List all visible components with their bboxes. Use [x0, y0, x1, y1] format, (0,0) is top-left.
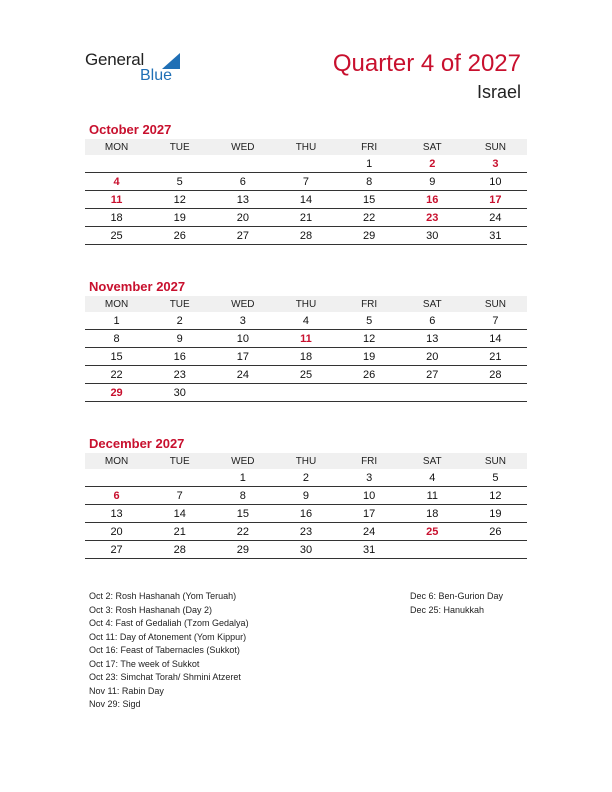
holiday-note: Oct 23: Simchat Torah/ Shmini Atzeret	[89, 672, 241, 682]
day-cell: 1	[338, 155, 401, 173]
weekday-header: FRI	[338, 139, 401, 155]
day-cell: 9	[274, 487, 337, 505]
day-cell: 4	[274, 312, 337, 330]
day-cell: 28	[464, 366, 527, 384]
holiday-notes-left	[89, 590, 249, 712]
day-cell: 25	[85, 227, 148, 245]
week-row	[85, 366, 527, 384]
empty-cell	[211, 384, 274, 402]
week-row	[85, 312, 527, 330]
holiday-note: Oct 17: The week of Sukkot	[89, 658, 200, 669]
day-cell: 21	[464, 348, 527, 366]
day-cell: 6	[401, 312, 464, 330]
logo	[85, 50, 195, 90]
day-cell: 9	[401, 173, 464, 191]
empty-cell	[464, 384, 527, 402]
day-cell: 4	[85, 173, 148, 191]
day-cell: 29	[338, 227, 401, 245]
weekday-header: THU	[274, 296, 337, 312]
day-cell: 30	[148, 384, 211, 402]
weekday-header: SAT	[401, 139, 464, 155]
day-cell: 25	[274, 366, 337, 384]
day-cell: 26	[464, 523, 527, 541]
day-cell: 27	[85, 541, 148, 559]
day-cell: 5	[148, 173, 211, 191]
day-cell: 8	[338, 173, 401, 191]
day-cell: 11	[401, 487, 464, 505]
weekday-header: THU	[274, 453, 337, 469]
holiday-note: Oct 3: Rosh Hashanah (Day 2)	[89, 604, 213, 615]
empty-cell	[338, 384, 401, 402]
day-cell: 18	[85, 209, 148, 227]
month-block	[85, 435, 527, 559]
day-cell: 1	[85, 312, 148, 330]
day-cell: 8	[85, 330, 148, 348]
day-cell: 2	[274, 469, 337, 487]
day-cell: 13	[85, 505, 148, 523]
day-cell: 24	[211, 366, 274, 384]
day-cell: 23	[274, 523, 337, 541]
holiday-note: Nov 11: Rabin Day	[89, 685, 164, 696]
day-cell: 27	[401, 366, 464, 384]
empty-cell	[211, 155, 274, 173]
day-cell: 5	[464, 469, 527, 487]
week-row	[85, 191, 527, 209]
day-cell: 15	[211, 505, 274, 523]
day-cell: 20	[85, 523, 148, 541]
day-cell: 12	[148, 191, 211, 209]
day-cell: 7	[274, 173, 337, 191]
day-cell: 19	[338, 348, 401, 366]
day-cell: 20	[401, 348, 464, 366]
week-row	[85, 541, 527, 559]
day-cell: 30	[401, 227, 464, 245]
day-cell: 7	[148, 487, 211, 505]
day-cell: 2	[148, 312, 211, 330]
day-cell: 25	[401, 523, 464, 541]
weekday-header: THU	[274, 139, 337, 155]
day-cell: 9	[148, 330, 211, 348]
day-cell: 12	[338, 330, 401, 348]
day-cell: 27	[211, 227, 274, 245]
day-cell: 26	[148, 227, 211, 245]
empty-cell	[148, 155, 211, 173]
day-cell: 24	[464, 209, 527, 227]
day-cell: 22	[85, 366, 148, 384]
empty-cell	[85, 155, 148, 173]
month-table	[85, 139, 527, 245]
weekday-header: WED	[211, 139, 274, 155]
day-cell: 14	[464, 330, 527, 348]
day-cell: 13	[211, 191, 274, 209]
day-cell: 15	[338, 191, 401, 209]
week-row	[85, 505, 527, 523]
month-title: December 2027	[89, 436, 185, 451]
day-cell: 30	[274, 541, 337, 559]
day-cell: 28	[274, 227, 337, 245]
week-row	[85, 487, 527, 505]
weekday-header: SAT	[401, 296, 464, 312]
empty-cell	[85, 469, 148, 487]
weekday-header: FRI	[338, 296, 401, 312]
month-title: October 2027	[89, 122, 172, 137]
day-cell: 2	[401, 155, 464, 173]
empty-cell	[401, 541, 464, 559]
holiday-note: Oct 16: Feast of Tabernacles (Sukkot)	[89, 645, 240, 655]
day-cell: 12	[464, 487, 527, 505]
month-table	[85, 453, 527, 559]
weekday-header: MON	[85, 453, 148, 469]
weekday-header: WED	[211, 453, 274, 469]
weekday-header: WED	[211, 296, 274, 312]
week-row	[85, 209, 527, 227]
holiday-note: Dec 25: Hanukkah	[410, 604, 485, 615]
day-cell: 1	[211, 469, 274, 487]
day-cell: 7	[464, 312, 527, 330]
week-row	[85, 523, 527, 541]
day-cell: 19	[148, 209, 211, 227]
day-cell: 28	[148, 541, 211, 559]
day-cell: 3	[338, 469, 401, 487]
weekday-header: SUN	[464, 139, 527, 155]
day-cell: 6	[85, 487, 148, 505]
day-cell: 18	[274, 348, 337, 366]
day-cell: 8	[211, 487, 274, 505]
day-cell: 21	[274, 209, 337, 227]
day-cell: 17	[464, 191, 527, 209]
weekday-header: MON	[85, 296, 148, 312]
empty-cell	[274, 384, 337, 402]
week-row	[85, 469, 527, 487]
day-cell: 31	[464, 227, 527, 245]
day-cell: 16	[274, 505, 337, 523]
holiday-notes-right	[410, 590, 503, 617]
weekday-header: TUE	[148, 296, 211, 312]
weekday-header: SUN	[464, 296, 527, 312]
day-cell: 18	[401, 505, 464, 523]
day-cell: 31	[338, 541, 401, 559]
week-row	[85, 384, 527, 402]
day-cell: 29	[85, 384, 148, 402]
week-row	[85, 330, 527, 348]
day-cell: 17	[338, 505, 401, 523]
day-cell: 17	[211, 348, 274, 366]
week-row	[85, 348, 527, 366]
empty-cell	[274, 155, 337, 173]
day-cell: 4	[401, 469, 464, 487]
weekday-header: TUE	[148, 139, 211, 155]
day-cell: 22	[211, 523, 274, 541]
weekday-header: TUE	[148, 453, 211, 469]
day-cell: 21	[148, 523, 211, 541]
day-cell: 23	[401, 209, 464, 227]
day-cell: 20	[211, 209, 274, 227]
day-cell: 19	[464, 505, 527, 523]
day-cell: 29	[211, 541, 274, 559]
week-row	[85, 173, 527, 191]
holiday-note: Oct 11: Day of Atonement (Yom Kippur)	[89, 631, 247, 642]
empty-cell	[148, 469, 211, 487]
day-cell: 11	[274, 330, 337, 348]
day-cell: 16	[401, 191, 464, 209]
day-cell: 14	[274, 191, 337, 209]
day-cell: 3	[464, 155, 527, 173]
holiday-note: Nov 29: Sigd	[89, 699, 141, 709]
day-cell: 26	[338, 366, 401, 384]
day-cell: 10	[211, 330, 274, 348]
weekday-header: SUN	[464, 453, 527, 469]
page-title: Quarter 4 of 2027	[332, 50, 521, 77]
weekday-header: MON	[85, 139, 148, 155]
day-cell: 14	[148, 505, 211, 523]
month-title: November 2027	[89, 279, 186, 294]
day-cell: 11	[85, 191, 148, 209]
empty-cell	[464, 541, 527, 559]
month-block	[85, 121, 527, 245]
country-name: Israel	[476, 82, 521, 102]
day-cell: 15	[85, 348, 148, 366]
month-block	[85, 278, 527, 402]
day-cell: 6	[211, 173, 274, 191]
weekday-header: FRI	[338, 453, 401, 469]
day-cell: 3	[211, 312, 274, 330]
day-cell: 22	[338, 209, 401, 227]
week-row	[85, 155, 527, 173]
week-row	[85, 227, 527, 245]
day-cell: 13	[401, 330, 464, 348]
month-table	[85, 296, 527, 402]
empty-cell	[401, 384, 464, 402]
day-cell: 10	[338, 487, 401, 505]
holiday-note: Dec 6: Ben-Gurion Day	[410, 591, 504, 601]
logo-blue-text: Blue	[140, 67, 173, 84]
holiday-note: Oct 4: Fast of Gedaliah (Tzom Gedalya)	[89, 618, 249, 628]
holiday-note: Oct 2: Rosh Hashanah (Yom Teruah)	[89, 591, 237, 601]
day-cell: 10	[464, 173, 527, 191]
day-cell: 23	[148, 366, 211, 384]
day-cell: 5	[338, 312, 401, 330]
day-cell: 24	[338, 523, 401, 541]
logo-general-text: General	[85, 50, 145, 69]
weekday-header: SAT	[401, 453, 464, 469]
day-cell: 16	[148, 348, 211, 366]
